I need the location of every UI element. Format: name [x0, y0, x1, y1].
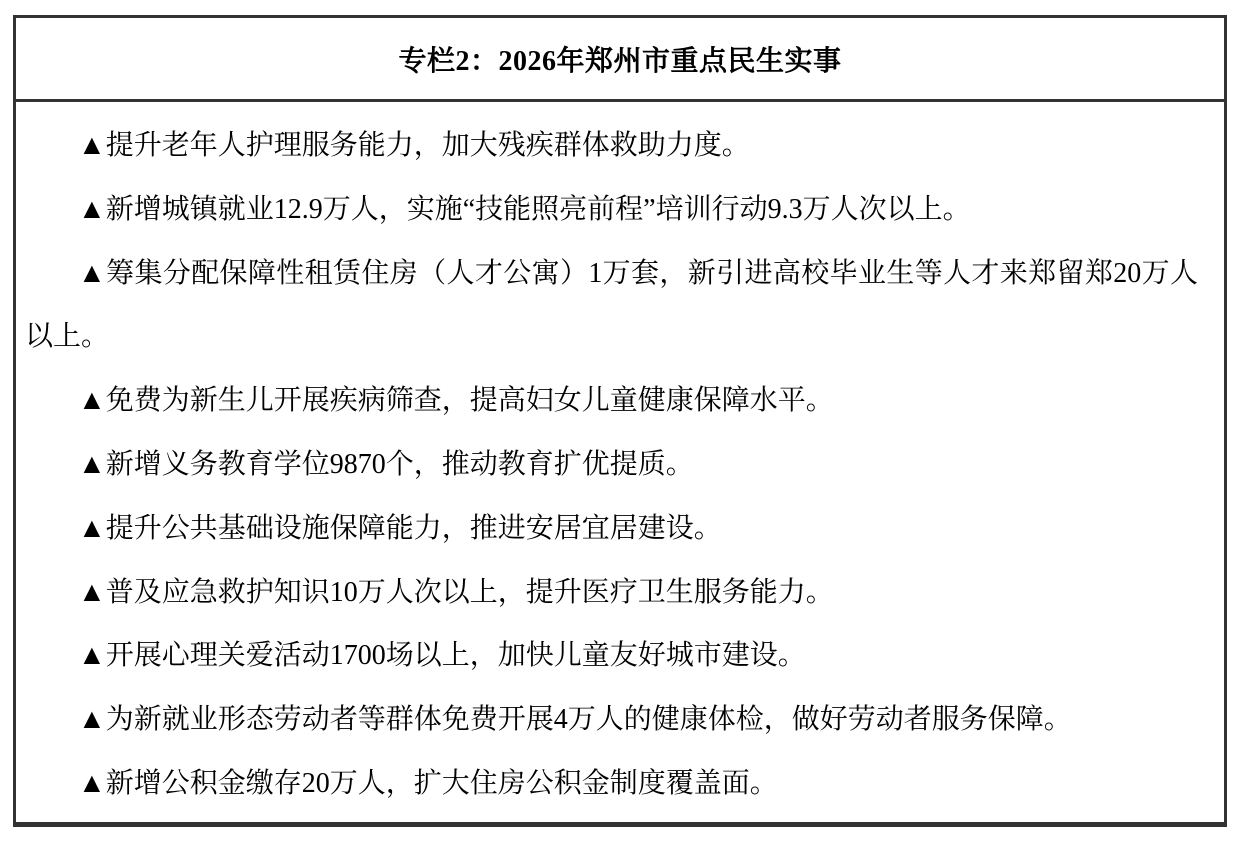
item-text: 免费为新生儿开展疾病筛查，提高妇女儿童健康保障水平。 — [105, 385, 834, 417]
list-item — [25, 242, 1198, 370]
list-item — [25, 178, 1198, 242]
list-item — [25, 561, 1198, 625]
item-text: 筹集分配保障性租赁住房（人才公寓）1万套，新引进高校毕业生等人才来郑留郑20万人以上。 — [25, 257, 1198, 353]
item-text: 为新就业形态劳动者等群体免费开展4万人的健康体检，做好劳动者服务保障。 — [105, 704, 1072, 736]
panel-body — [16, 102, 1224, 816]
triangle-bullet-icon: ▲ — [78, 257, 107, 289]
item-text: 提升老年人护理服务能力，加大残疾群体救助力度。 — [105, 130, 750, 161]
triangle-bullet-icon: ▲ — [78, 385, 106, 417]
panel-title: 专栏2：2026年郑州市重点民生实事 — [16, 18, 1224, 102]
list-item — [25, 624, 1198, 688]
key-livelihood-panel — [13, 15, 1227, 827]
triangle-bullet-icon: ▲ — [78, 640, 106, 672]
list-item — [25, 688, 1198, 752]
list-item — [25, 433, 1198, 497]
item-text: 开展心理关爱活动1700场以上，加快儿童友好城市建设。 — [105, 640, 806, 672]
item-text: 新增公积金缴存20万人，扩大住房公积金制度覆盖面。 — [105, 767, 778, 799]
triangle-bullet-icon: ▲ — [78, 448, 106, 480]
triangle-bullet-icon: ▲ — [78, 512, 106, 544]
list-item — [25, 369, 1198, 433]
triangle-bullet-icon: ▲ — [78, 130, 106, 161]
item-text: 普及应急救护知识10万人次以上，提升医疗卫生服务能力。 — [105, 576, 834, 608]
triangle-bullet-icon: ▲ — [78, 767, 106, 799]
triangle-bullet-icon: ▲ — [78, 576, 106, 608]
triangle-bullet-icon: ▲ — [78, 704, 106, 736]
list-item — [25, 114, 1198, 178]
item-text: 提升公共基础设施保障能力，推进安居宜居建设。 — [105, 512, 722, 544]
triangle-bullet-icon: ▲ — [78, 193, 106, 225]
list-item — [25, 752, 1198, 816]
list-item — [25, 497, 1198, 561]
item-text: 新增城镇就业12.9万人，实施“技能照亮前程”培训行动9.3万人次以上。 — [105, 193, 971, 225]
item-text: 新增义务教育学位9870个，推动教育扩优提质。 — [105, 448, 694, 480]
